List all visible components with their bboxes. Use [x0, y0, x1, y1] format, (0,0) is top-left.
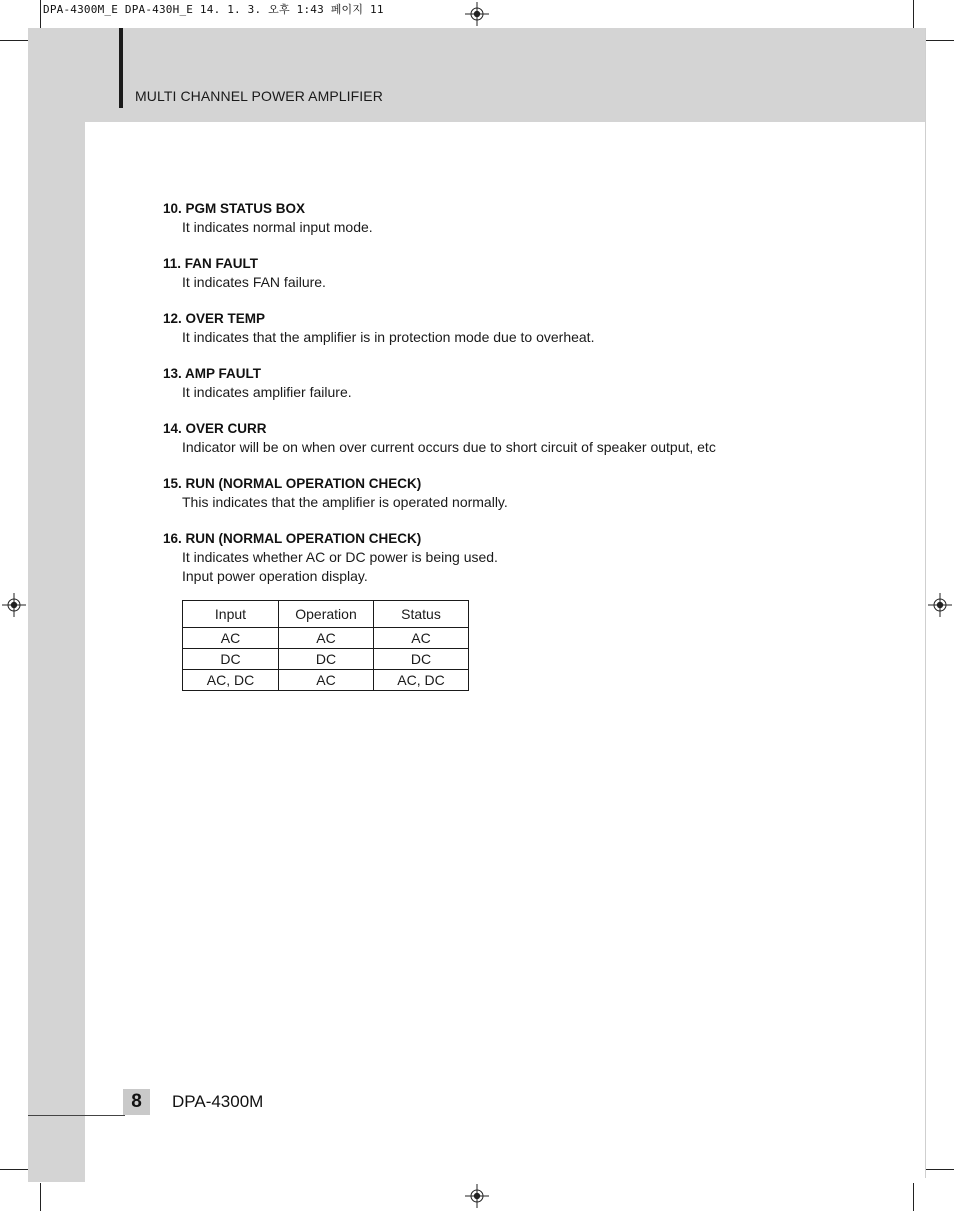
crop-mark — [0, 40, 28, 41]
power-status-table — [182, 600, 469, 691]
footer-rule — [28, 1115, 125, 1116]
section-text: It indicates FAN failure. — [182, 274, 326, 290]
crop-mark — [913, 1183, 914, 1211]
section-run-16 — [163, 530, 863, 586]
table-cell: AC, DC — [183, 670, 279, 691]
crop-mark — [926, 1169, 954, 1170]
section-title: 16. RUN (NORMAL OPERATION CHECK) — [163, 531, 422, 546]
registration-mark-icon — [465, 1184, 489, 1208]
table-header: Operation — [279, 601, 374, 628]
section-text: This indicates that the amplifier is operated normally. — [182, 494, 508, 510]
section-fan-fault — [163, 255, 863, 292]
crop-mark — [40, 0, 41, 28]
header-accent-bar — [119, 28, 123, 108]
table-header: Input — [183, 601, 279, 628]
table-cell: DC — [183, 649, 279, 670]
section-title: 11. FAN FAULT — [163, 256, 259, 271]
section-text: Input power operation display. — [182, 568, 368, 584]
section-text: It indicates amplifier failure. — [182, 384, 352, 400]
crop-mark — [40, 1183, 41, 1211]
registration-mark-icon — [465, 2, 489, 26]
section-amp-fault — [163, 365, 863, 402]
crop-mark — [913, 0, 914, 28]
section-text: It indicates normal input mode. — [182, 219, 373, 235]
table-cell: AC — [279, 628, 374, 649]
section-title: 14. OVER CURR — [163, 421, 267, 436]
section-over-temp — [163, 310, 863, 347]
table-cell: AC — [374, 628, 469, 649]
section-text: Indicator will be on when over current occurs due to short circuit of speaker output, etc — [182, 439, 716, 455]
section-text: It indicates whether AC or DC power is being used. — [182, 549, 498, 565]
table-row — [183, 628, 469, 649]
page-edge — [925, 28, 926, 1178]
section-text: It indicates that the amplifier is in protection mode due to overheat. — [182, 329, 595, 345]
crop-mark — [0, 1169, 28, 1170]
table-cell: AC — [279, 670, 374, 691]
table-cell: DC — [279, 649, 374, 670]
table-row — [183, 670, 469, 691]
page-number: 8 — [123, 1089, 150, 1115]
registration-mark-icon — [2, 593, 26, 617]
header-band — [28, 28, 926, 122]
section-title: 15. RUN (NORMAL OPERATION CHECK) — [163, 476, 422, 491]
section-title: 13. AMP FAULT — [163, 366, 262, 381]
footer-model-name: DPA-4300M — [172, 1092, 264, 1111]
table-cell: DC — [374, 649, 469, 670]
section-title: 10. PGM STATUS BOX — [163, 201, 306, 216]
section-run-15 — [163, 475, 863, 512]
section-over-curr — [163, 420, 863, 457]
header-title: MULTI CHANNEL POWER AMPLIFIER — [135, 88, 383, 104]
print-slug: DPA-4300M_E DPA-430H_E 14. 1. 3. 오후 1:43 페이지 11 — [43, 3, 384, 16]
registration-mark-icon — [928, 593, 952, 617]
crop-mark — [926, 40, 954, 41]
section-title: 12. OVER TEMP — [163, 311, 266, 326]
indicator-descriptions — [163, 200, 863, 604]
table-cell: AC, DC — [374, 670, 469, 691]
table-row — [183, 649, 469, 670]
section-pgm-status-box — [163, 200, 863, 237]
left-margin-band — [28, 122, 85, 1182]
table-cell: AC — [183, 628, 279, 649]
table-header: Status — [374, 601, 469, 628]
table-header-row — [183, 601, 469, 628]
